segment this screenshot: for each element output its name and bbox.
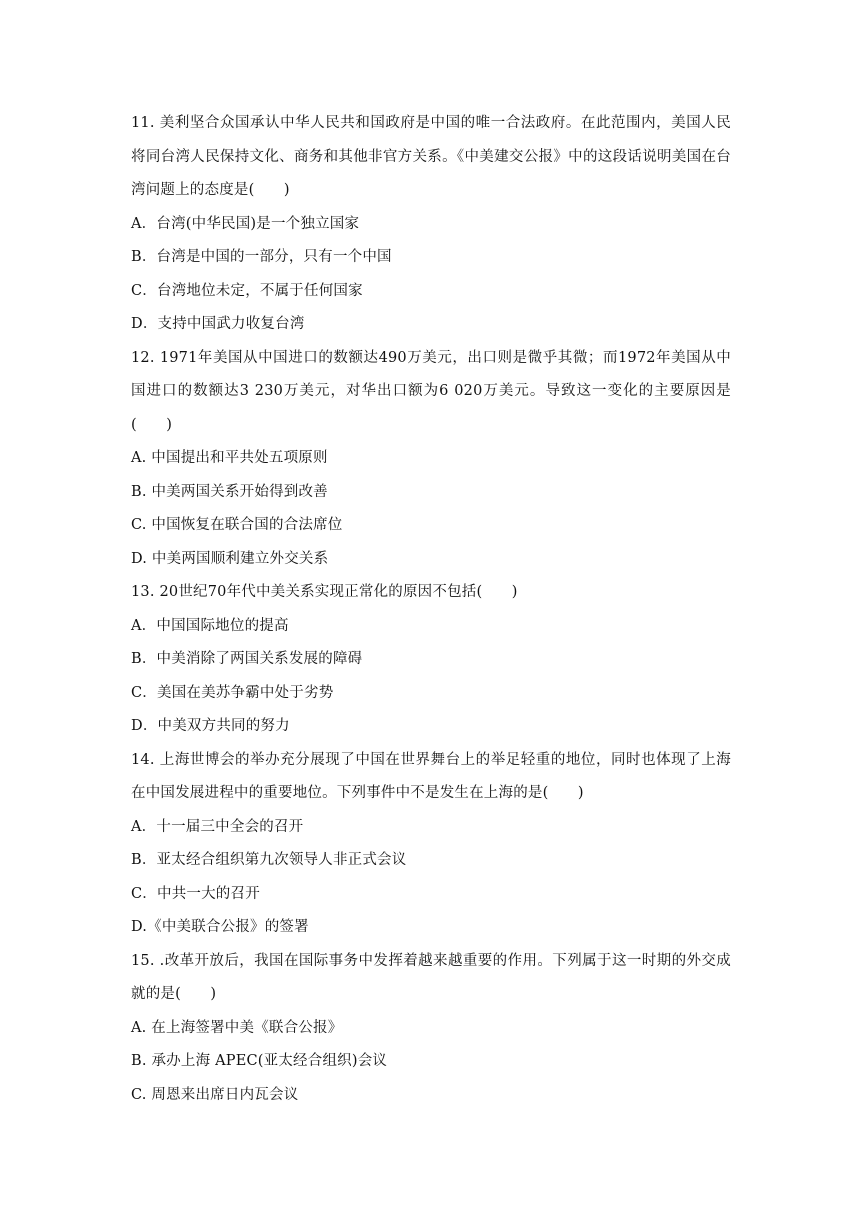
option-c: C．中共一大的召开 [131, 885, 260, 902]
question-13 [131, 576, 731, 744]
question-stem: 11. 美利坚合众国承认中华人民共和国政府是中国的唯一合法政府。在此范围内，美国人民将同台湾人民保持文化、商务和其他非官方关系。《中美建交公报》中的这段话说明美国在台湾问题上的态度是( ) [131, 115, 731, 198]
option-c: C．台湾地位未定，不属于任何国家 [131, 282, 363, 299]
question-11 [131, 107, 731, 342]
option-d: D. 中美两国顺利建立外交关系 [131, 550, 329, 567]
question-14 [131, 744, 731, 945]
option-a: A．十一届三中全会的召开 [131, 818, 304, 835]
option-c: C. 周恩来出席日内瓦会议 [131, 1086, 299, 1103]
option-c: C．美国在美苏争霸中处于劣势 [131, 684, 334, 701]
option-a: A. 在上海签署中美《联合公报》 [131, 1019, 343, 1036]
option-a: A. 中国提出和平共处五项原则 [131, 450, 328, 466]
question-stem: 15. .改革开放后，我国在国际事务中发挥着越来越重要的作用。下列属于这一时期的外交成就的是( ) [131, 952, 731, 1002]
document-page [131, 107, 731, 1112]
question-15 [131, 945, 731, 1113]
option-a: A．台湾(中华民国)是一个独立国家 [131, 215, 360, 232]
option-b: B. 中美两国关系开始得到改善 [131, 483, 328, 500]
option-d: D．中美双方共同的努力 [131, 718, 290, 734]
question-stem: 12. 1971年美国从中国进口的数额达490万美元，出口则是微乎其微；而1972年美国从中国进口的数额达3 230万美元，对华出口额为6 020万美元。导致这一变化的主要原因是( ) [131, 349, 731, 433]
question-12 [131, 342, 731, 577]
question-stem: 14. 上海世博会的举办充分展现了中国在世界舞台上的举足轻重的地位，同时也体现了上海在中国发展进程中的重要地位。下列事件中不是发生在上海的是( ) [131, 751, 731, 801]
option-b: B．台湾是中国的一部分，只有一个中国 [131, 249, 392, 265]
option-b: B. 承办上海 APEC(亚太经合组织)会议 [131, 1053, 388, 1069]
question-stem: 13. 20世纪70年代中美关系实现正常化的原因不包括( ) [131, 584, 518, 600]
option-b: B．中美消除了两国关系发展的障碍 [131, 651, 363, 667]
option-d: D．支持中国武力收复台湾 [131, 316, 305, 332]
option-b: B．亚太经合组织第九次领导人非正式会议 [131, 852, 407, 868]
option-a: A．中国国际地位的提高 [131, 617, 289, 634]
option-d: D.《中美联合公报》的签署 [131, 919, 309, 935]
option-c: C. 中国恢复在联合国的合法席位 [131, 517, 343, 533]
